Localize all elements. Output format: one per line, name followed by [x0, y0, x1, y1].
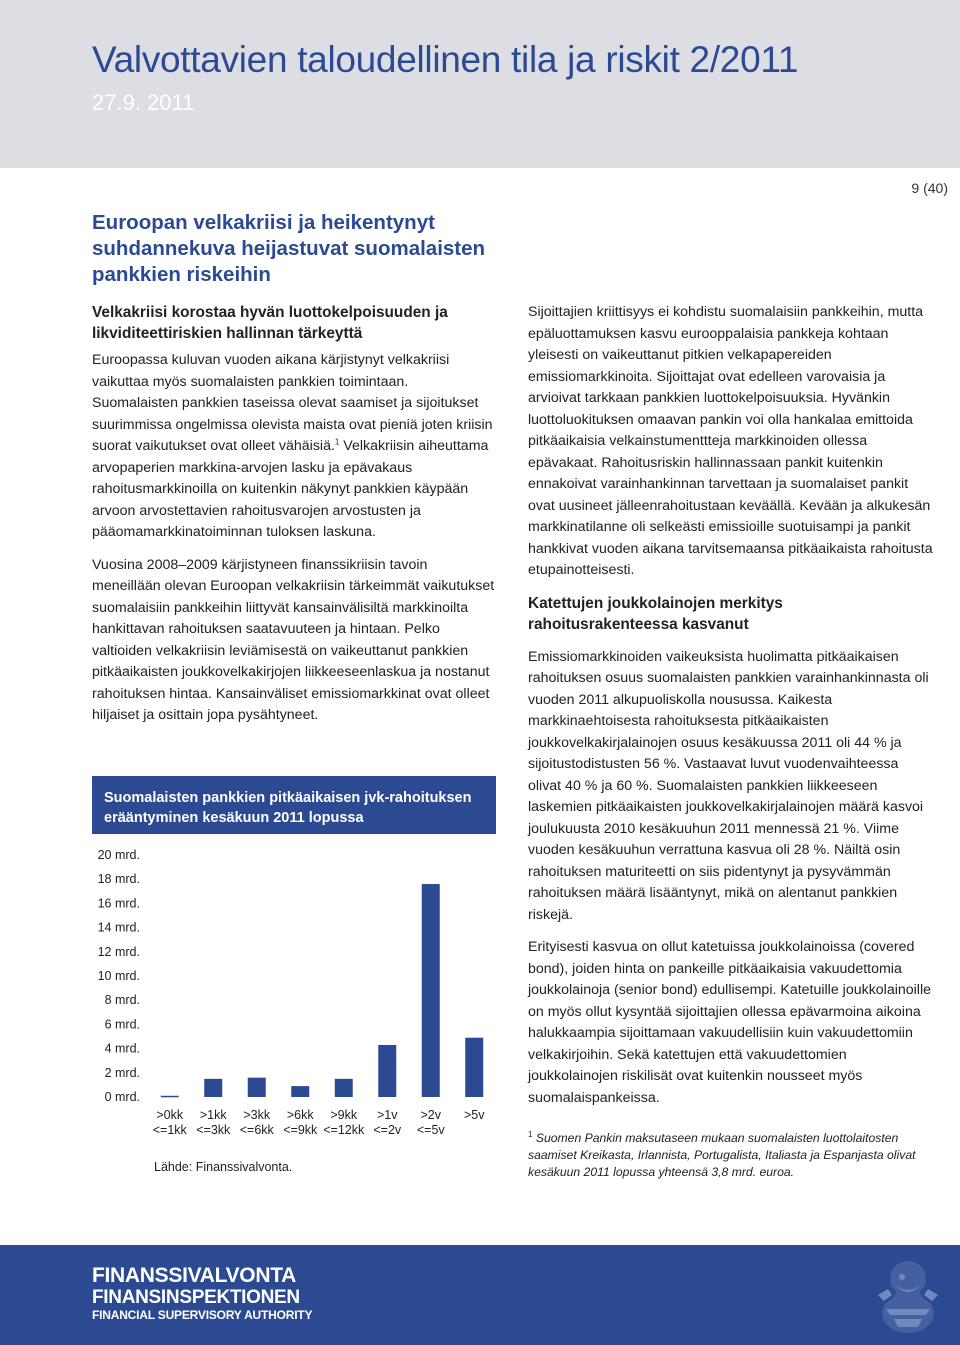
section-heading: Euroopan velkakriisi ja heikentynyt suhdannekuva heijastuvat suomalaisten pankkien riskeihin	[92, 211, 486, 286]
x-tick-label: <=9kk	[283, 1123, 318, 1137]
y-tick-label: 0 mrd.	[104, 1090, 140, 1104]
header-band	[0, 0, 960, 168]
x-tick-label: >3kk	[243, 1108, 271, 1122]
y-tick-label: 14 mrd.	[97, 920, 140, 935]
lion-emblem-icon	[870, 1255, 946, 1339]
bar	[204, 1079, 222, 1097]
x-tick-label: <=2v	[373, 1123, 402, 1137]
bar	[335, 1079, 353, 1097]
chart-source: Lähde: Finanssivalvonta.	[154, 1160, 293, 1174]
left-paragraph-1-text-b: Velkakriisin aiheuttama arvopaperien markkina-arvojen lasku ja epävakaus rahoitusmarkkinoilla on kuitenkin näkynyt pankkien käypään arvoon arvostettavien rahoitusvarojen arvostusten ja pääomamarkkinatoiminnan tuloksen laskuna.	[92, 438, 489, 540]
page-number: 9 (40)	[911, 180, 948, 196]
x-tick-label: >1v	[376, 1108, 398, 1122]
report-date: 27.9. 2011	[92, 90, 195, 115]
y-tick-label: 4 mrd.	[104, 1041, 140, 1056]
footer-name-fi: FINANSSIVALVONTA	[92, 1264, 297, 1287]
y-tick-label: 8 mrd.	[104, 993, 140, 1008]
footer-band	[0, 1245, 960, 1345]
right-paragraph-2: Emissiomarkkinoiden vaikeuksista huolimatta pitkäaikaisen rahoituksen osuus suomalaisten pankkien varainhankinnasta oli vuoden 2011 alkupuoliskolla nousussa. Kaikesta markkinaehtoisesta rahoituksesta pitkäaikaisten joukkovelkakirjalainojen osuus kesäkuussa 2011 oli 44 % ja sijoitustodistusten 56 %. Vastaavat luvut vuodenvaihteessa olivat 40 % ja 60 %. Suomalaisten pankkien liikkeeseen laskemien pitkäaikaisten joukkovelkakirjalainojen määrä kasvoi joulukuusta 2010 kesäkuuhun 2011 mennessä 21 %. Viime vuoden kesäkuuhun verrattuna kasvua oli 28 %. Näiltä osin rahoituksen maturiteetti on siis pidentynyt ja pysyvämmän rahoituksen määrä lisääntynyt, mikä on alentanut pankkien riskejä.	[528, 648, 929, 923]
x-tick-label: <=5v	[416, 1123, 445, 1137]
left-paragraph-1	[92, 350, 498, 544]
bar-chart	[92, 840, 512, 1150]
footnote	[528, 1130, 938, 1181]
footnote-mark: 1	[528, 1129, 533, 1139]
x-tick-label: <=6kk	[239, 1123, 274, 1137]
x-tick-label: >1kk	[199, 1108, 227, 1122]
footnote-ref[interactable]: 1	[334, 437, 340, 447]
left-subheading: Velkakriisi korostaa hyvän luottokelpoisuuden ja likviditeettiriskien hallinnan tärkeyttä	[92, 304, 448, 342]
y-tick-label: 2 mrd.	[104, 1065, 140, 1080]
x-tick-label: >0kk	[156, 1108, 184, 1122]
y-tick-label: 6 mrd.	[104, 1017, 140, 1032]
x-tick-label: <=3kk	[196, 1123, 231, 1137]
bar	[248, 1078, 266, 1097]
right-paragraph-1: Sijoittajien kriittisyys ei kohdistu suomalaisiin pankkeihin, mutta epäluottamuksen kasvu eurooppalaisia pankkeja kohtaan yleisesti on vaikeuttanut pitkien velkapapereiden emissiomarkkinoita. Sijoittajat ovat edelleen varovaisia ja arvioivat tarkkaan pankkien luottokelpoisuuksia. Hyvänkin luottoluokituksen omaavan pankin voi olla hankalaa emittoida pitkäaikaisia velkainstumenttteja markkinoiden ollessa epävakaat. Rahoitusriskin hallinnassaan pankit kuitenkin ennakoivat varainhankinnan tarvettaan ja suomalaiset pankit ovat uusineet jälleenrahoitustaan keväällä. Kevään ja alkukesän markkinatilanne oli selkeästi emissioille suotuisampi ja pankit hankkivat vuoden aikana tarvitsemaansa pitkäaikaista rahoitusta etupainotteisesti.	[528, 304, 933, 578]
x-tick-label: >6kk	[286, 1108, 314, 1122]
left-paragraph-1-text-a: Euroopassa kuluvan vuoden aikana kärjistynyt velkakriisi vaikuttaa myös suomalaisten pankkien toimintaan. Suomalaisten pankkien taseissa olevat saamiset ja sijoitukset suurimmissa ongelmissa olevista maista ovat pieniä joten kriisin suorat vaikutukset ovat olleet vähäisiä.	[92, 352, 493, 454]
y-tick-label: 10 mrd.	[97, 969, 140, 983]
left-column	[92, 302, 498, 738]
footer-name-sv: FINANSINSPEKTIONEN	[92, 1287, 300, 1308]
right-subheading: Katettujen joukkolainojen merkitys rahoitusrakenteessa kasvanut	[528, 594, 783, 633]
report-title: Valvottavien taloudellinen tila ja riskit 2/2011	[92, 39, 799, 80]
chart-title: Suomalaisten pankkien pitkäaikaisen jvk-rahoituksen erääntyminen kesäkuun 2011 lopussa	[92, 776, 496, 834]
footer-name-en: FINANCIAL SUPERVISORY AUTHORITY	[92, 1308, 313, 1322]
y-tick-label: 16 mrd.	[97, 896, 140, 911]
right-column	[528, 302, 934, 1120]
left-paragraph-2: Vuosina 2008–2009 kärjistyneen finanssikriisin tavoin meneillään olevan Euroopan velkakriisin tärkeimmät vaikutukset suomalaisiin pankkeihin liittyvät kansainvälisiltä markkinoilta hankittavan rahoituksen saatavuuteen ja hintaan. Pelko valtioiden velkakriisin leviämisestä on vaikeuttanut pankkien pitkäaikaisten joukkovelkakirjojen liikkeeseenlaskua ja nostanut rahoituksen hintaa. Kansainväliset emissiomarkkinat ovat olleet hiljaiset ja osittain jopa pysähtyneet.	[92, 556, 495, 723]
bar	[422, 884, 440, 1097]
right-paragraph-3: Erityisesti kasvua on ollut katetuissa joukkolainoissa (covered bond), joiden hinta on pankeille pitkäaikaisia vakuudettomia joukkolainoja (senior bond) edullisempi. Katetuille joukkolainoille on myös ollut kysyntää sijoittajien ollessa epävarmoina aikoina halukkaampia sijoittamaan vakuudellisiin kuin vakuudettomiin velkakirjoihin. Sekä katettujen että vakuudettomien joukkolainojen riskilisät ovat kuitenkin nousseet myös suomalaispankeissa.	[528, 939, 931, 1106]
y-tick-label: 18 mrd.	[97, 872, 140, 887]
x-tick-label: >5v	[463, 1108, 485, 1122]
footnote-text: Suomen Pankin maksutaseen mukaan suomalaisten luottolaitosten saamiset Kreikasta, Irlannista, Portugalista, Italiasta ja Espanjasta olivat kesäkuun 2011 lopussa yhteensä 3,8 mrd. euroa.	[528, 1131, 916, 1179]
x-tick-label: <=12kk	[323, 1123, 365, 1137]
x-tick-label: <=1kk	[152, 1123, 187, 1137]
y-tick-label: 20 mrd.	[97, 848, 140, 862]
y-tick-label: 12 mrd.	[97, 944, 140, 959]
bar	[161, 1096, 179, 1098]
x-tick-label: >2v	[420, 1108, 442, 1122]
x-tick-label: >9kk	[330, 1108, 358, 1122]
bar	[465, 1038, 483, 1097]
bar	[291, 1086, 309, 1097]
bar	[378, 1045, 396, 1097]
